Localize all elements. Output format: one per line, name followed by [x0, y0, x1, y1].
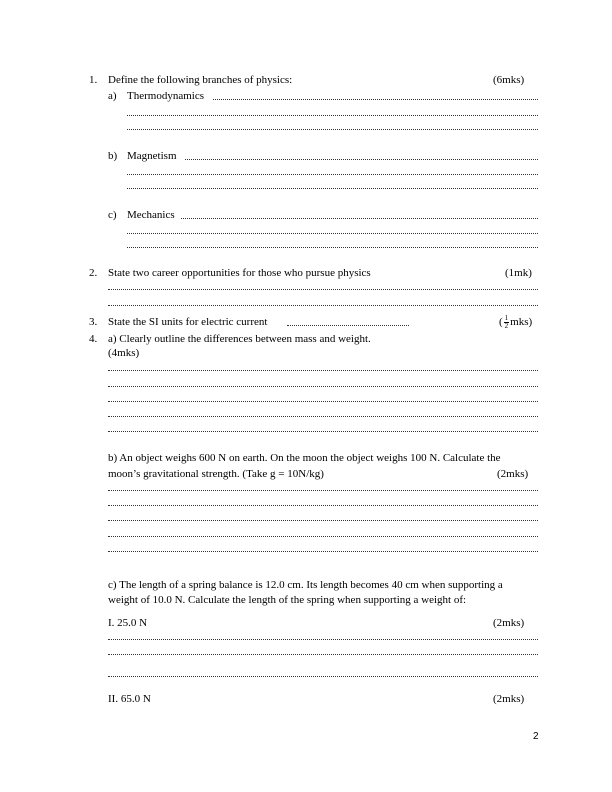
q4c-i-marks: (2mks) — [493, 617, 525, 629]
q4b-line1: b) An object weighs 600 N on earth. On the moon the object weighs 100 N. Calculate the — [108, 452, 501, 464]
q1-number: 1. — [89, 74, 98, 86]
q2-number: 2. — [89, 267, 98, 279]
answer-line — [108, 305, 538, 306]
q4c-ii-marks: (2mks) — [493, 693, 525, 705]
q1b-letter: b) — [108, 150, 118, 162]
q3-text: State the SI units for electric current — [108, 316, 268, 328]
q3-number: 3. — [89, 316, 98, 328]
answer-line — [127, 115, 538, 116]
answer-line — [108, 386, 538, 387]
q1c-letter: c) — [108, 209, 117, 221]
q3-marks-open: ( — [499, 316, 503, 328]
answer-line — [287, 325, 409, 326]
half-fraction — [504, 315, 510, 330]
answer-line — [127, 129, 538, 130]
answer-line — [108, 370, 538, 371]
answer-line — [127, 233, 538, 234]
q1-marks: (6mks) — [493, 74, 525, 86]
answer-line — [213, 99, 538, 100]
answer-line — [108, 536, 538, 537]
fraction-denominator: 2 — [504, 321, 509, 330]
q4b-line2: moon’s gravitational strength. (Take g = 10N/kg) — [108, 468, 324, 480]
answer-line — [181, 218, 538, 219]
answer-line — [108, 505, 538, 506]
answer-line — [185, 159, 538, 160]
q1a-letter: a) — [108, 90, 117, 102]
answer-line — [108, 431, 538, 432]
answer-line — [127, 188, 538, 189]
answer-line — [108, 551, 538, 552]
answer-line — [127, 247, 538, 248]
q2-text: State two career opportunities for those who pursue physics — [108, 267, 371, 279]
q4c-i-label: I. 25.0 N — [108, 617, 148, 629]
q4c-line1: c) The length of a spring balance is 12.0 cm. Its length becomes 40 cm when supporting a — [108, 579, 503, 591]
q4c-line2: weight of 10.0 N. Calculate the length of the spring when supporting a weight of: — [108, 594, 467, 606]
q4-number: 4. — [89, 333, 98, 345]
answer-line — [108, 520, 538, 521]
q4c-ii-label: II. 65.0 N — [108, 693, 151, 705]
q3-marks-close: mks) — [510, 316, 533, 328]
answer-line — [108, 490, 538, 491]
q4a-text: a) Clearly outline the differences between mass and weight. — [108, 333, 371, 345]
page-number: 2 — [533, 731, 539, 742]
answer-line — [108, 676, 538, 677]
q3-marks — [499, 312, 532, 332]
answer-line — [108, 401, 538, 402]
answer-line — [108, 289, 538, 290]
q1b-label: Magnetism — [127, 150, 177, 162]
answer-line — [127, 174, 538, 175]
q1c-label: Mechanics — [127, 209, 175, 221]
answer-line — [108, 416, 538, 417]
q1-text: Define the following branches of physics: — [108, 74, 293, 86]
fraction-numerator: 1 — [504, 313, 509, 322]
q4b-marks: (2mks) — [497, 468, 529, 480]
answer-line — [108, 654, 538, 655]
answer-line — [108, 639, 538, 640]
q1a-label: Thermodynamics — [127, 90, 204, 102]
q2-marks: (1mk) — [505, 267, 532, 279]
q4a-marks: (4mks) — [108, 347, 140, 359]
